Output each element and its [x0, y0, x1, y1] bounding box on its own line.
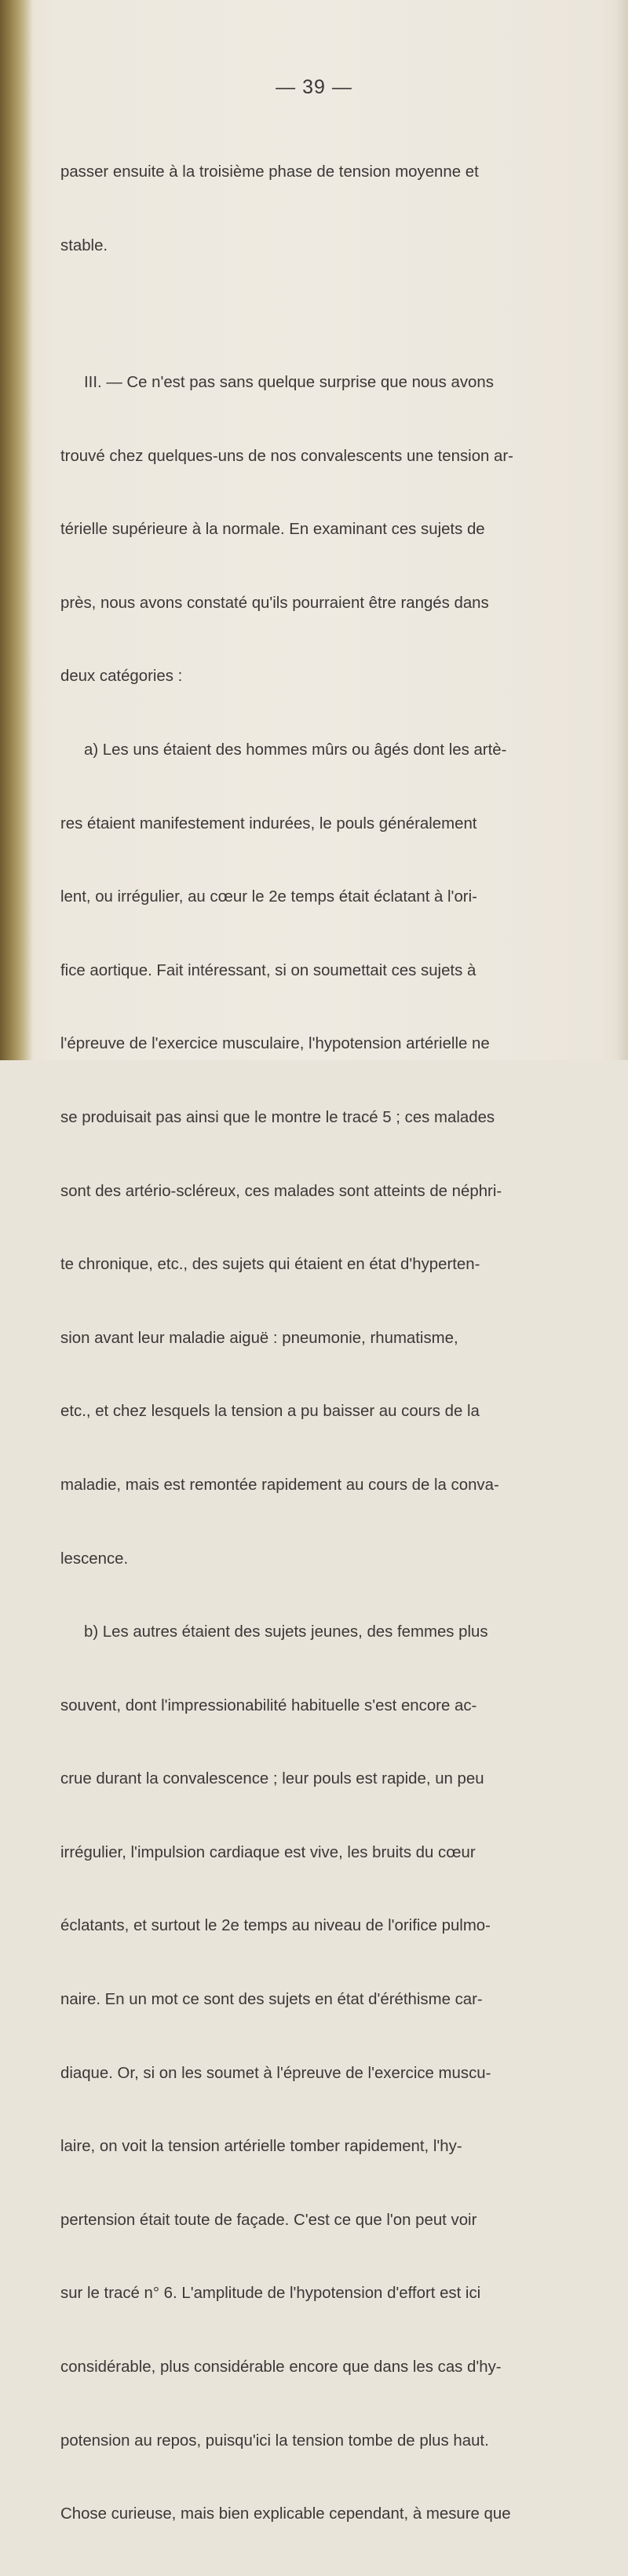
text-line: etc., et chez lesquels la tension a pu baisser au cours de la — [60, 1403, 480, 1421]
text-line: sont des artério-scléreux, ces malades sont atteints de néphri- — [60, 1182, 502, 1200]
text-line: térielle supérieure à la normale. En examinant ces sujets de — [60, 521, 485, 539]
paragraph-gap — [60, 308, 626, 322]
text-line: trouvé chez quelques-uns de nos convalescents une tension ar- — [60, 447, 513, 465]
page-binding-edge — [0, 0, 33, 1060]
text-line: considérable, plus considérable encore que dans les cas d'hy- — [60, 2358, 502, 2377]
text-line: te chronique, etc., des sujets qui étaient en état d'hyperten- — [60, 1256, 480, 1274]
text-line: b) Les autres étaient des sujets jeunes, des femmes plus — [84, 1623, 488, 1641]
text-line: deux catégories : — [60, 668, 183, 686]
text-line: sur le tracé n° 6. L'amplitude de l'hypotension d'effort est ici — [60, 2285, 481, 2303]
text-line: lescence. — [60, 1550, 129, 1568]
text-line: souvent, dont l'impressionabilité habituelle s'est encore ac- — [60, 1696, 477, 1714]
text-line: stable. — [60, 237, 108, 254]
text-line: passer ensuite à la troisième phase de tension moyenne et — [60, 163, 479, 181]
text-line: a) Les uns étaient des hommes mûrs ou âgés dont les artè- — [84, 741, 507, 759]
text-line: l'épreuve de l'exercice musculaire, l'hypotension artérielle ne — [60, 1035, 490, 1053]
text-line: maladie, mais est remontée rapidement au cours de la conva- — [60, 1476, 499, 1494]
text-line: lent, ou irrégulier, au cœur le 2e temps était éclatant à l'ori- — [60, 888, 477, 906]
text-line: près, nous avons constaté qu'ils pourraient être rangés dans — [60, 594, 489, 612]
page-number: — 39 — — [276, 76, 352, 98]
text-line: sion avant leur maladie aiguë : pneumonie, rhumatisme, — [60, 1329, 458, 1347]
body-text — [60, 112, 626, 2576]
text-line: se produisait pas ainsi que le montre le tracé 5 ; ces malades — [60, 1108, 495, 1126]
text-line: III. — Ce n'est pas sans quelque surprise que nous avons — [84, 374, 494, 391]
text-line: Chose curieuse, mais bien explicable cependant, à mesure que — [60, 2505, 511, 2523]
text-line: pertension était toute de façade. C'est ce que l'on peut voir — [60, 2211, 477, 2229]
text-line: diaque. Or, si on les soumet à l'épreuve de l'exercice muscu- — [60, 2064, 491, 2082]
text-line: res étaient manifestement indurées, le pouls généralement — [60, 814, 477, 832]
text-line: naire. En un mot ce sont des sujets en état d'éréthisme car- — [60, 1991, 483, 2009]
text-line: fice aortique. Fait intéressant, si on soumettait ces sujets à — [60, 961, 476, 979]
text-line: éclatants, et surtout le 2e temps au niveau de l'orifice pulmo- — [60, 1917, 491, 1935]
text-line: irrégulier, l'impulsion cardiaque est vive, les bruits du cœur — [60, 1843, 476, 1861]
text-line: crue durant la convalescence ; leur pouls est rapide, un peu — [60, 1770, 484, 1788]
text-line: laire, on voit la tension artérielle tomber rapidement, l'hy- — [60, 2138, 462, 2156]
text-line: potension au repos, puisqu'ici la tension tombe de plus haut. — [60, 2431, 489, 2450]
